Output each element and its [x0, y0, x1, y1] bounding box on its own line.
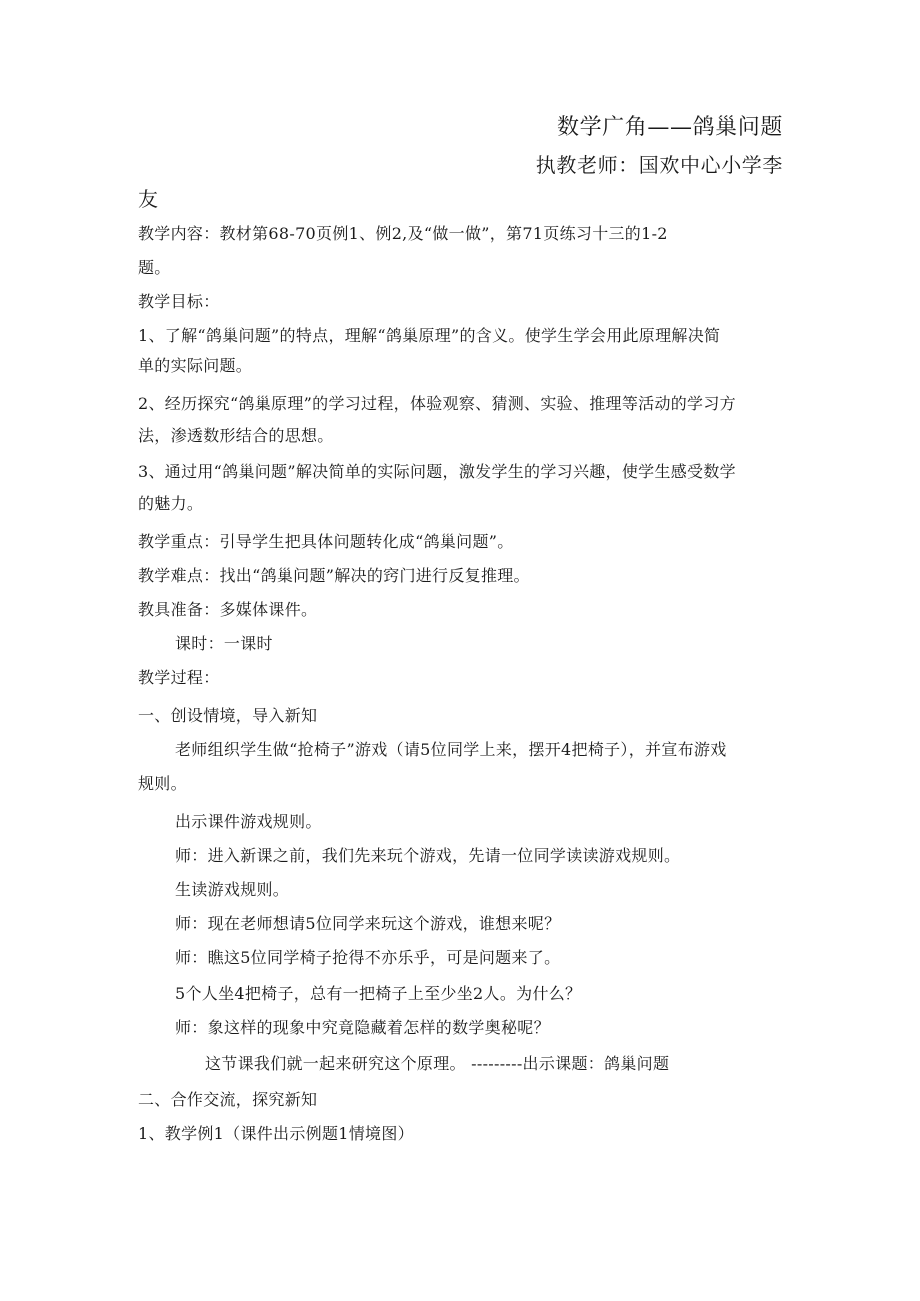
content-line-1: 教学内容：教材第68-70页例1、例2,及“做一做”，第71页练习十三的1-2: [138, 224, 668, 243]
section-1-para-1-line-2: 规则。: [138, 774, 187, 793]
goal-1-line-2: 单的实际问题。: [138, 356, 253, 375]
section-2-para-1: 1、教学例1（课件出示例题1情境图）: [138, 1124, 414, 1143]
section-1-para-3: 师：进入新课之前，我们先来玩个游戏，先请一位同学读读游戏规则。: [175, 846, 681, 865]
section-1-para-2: 出示课件游戏规则。: [175, 812, 322, 831]
section-2-heading: 二、合作交流，探究新知: [138, 1090, 318, 1109]
goal-1-line-1: 1、了解“鸽巢问题”的特点，理解“鸽巢原理”的含义。使学生学会用此原理解决简: [138, 326, 721, 345]
goal-3-line-1: 3、通过用“鸽巢问题”解决简单的实际问题，激发学生的学习兴趣，使学生感受数学: [138, 462, 736, 481]
content-line-2: 题。: [138, 258, 171, 277]
section-1-para-5: 师：现在老师想请5位同学来玩这个游戏，谁想来呢？: [175, 914, 561, 933]
goals-heading: 教学目标：: [138, 292, 220, 311]
section-1-para-7: 5个人坐4把椅子，总有一把椅子上至少坐2人。为什么？: [175, 984, 582, 1003]
class-period: 课时：一课时: [175, 634, 273, 653]
process-heading: 教学过程：: [138, 668, 220, 687]
difficulty: 教学难点：找出“鸽巢问题”解决的窍门进行反复推理。: [138, 566, 530, 585]
goal-2-line-2: 法，渗透数形结合的思想。: [138, 426, 334, 445]
section-1-para-9: 这节课我们就一起来研究这个原理。 ---------出示课题：鸽巢问题: [205, 1054, 670, 1073]
section-1-para-4: 生读游戏规则。: [175, 880, 290, 899]
teacher-line-continued: 友: [138, 187, 159, 211]
teacher-line: 执教老师：国欢中心小学李: [535, 153, 783, 177]
section-1-para-6: 师：瞧这5位同学椅子抢得不亦乐乎，可是问题来了。: [175, 948, 561, 967]
goal-2-line-1: 2、经历探究“鸽巢原理”的学习过程，体验观察、猜测、实验、推理等活动的学习方: [138, 394, 736, 413]
tools: 教具准备：多媒体课件。: [138, 600, 318, 619]
doc-title: 数学广角——鸽巢问题: [556, 115, 783, 140]
section-1-para-1-line-1: 老师组织学生做“抢椅子”游戏（请5位同学上来，摆开4把椅子），并宣布游戏: [175, 740, 727, 759]
section-1-heading: 一、创设情境，导入新知: [138, 706, 318, 725]
section-1-para-8: 师：象这样的现象中究竟隐藏着怎样的数学奥秘呢？: [175, 1018, 550, 1037]
goal-3-line-2: 的魅力。: [138, 494, 204, 513]
key-point: 教学重点：引导学生把具体问题转化成“鸽巢问题”。: [138, 532, 514, 551]
